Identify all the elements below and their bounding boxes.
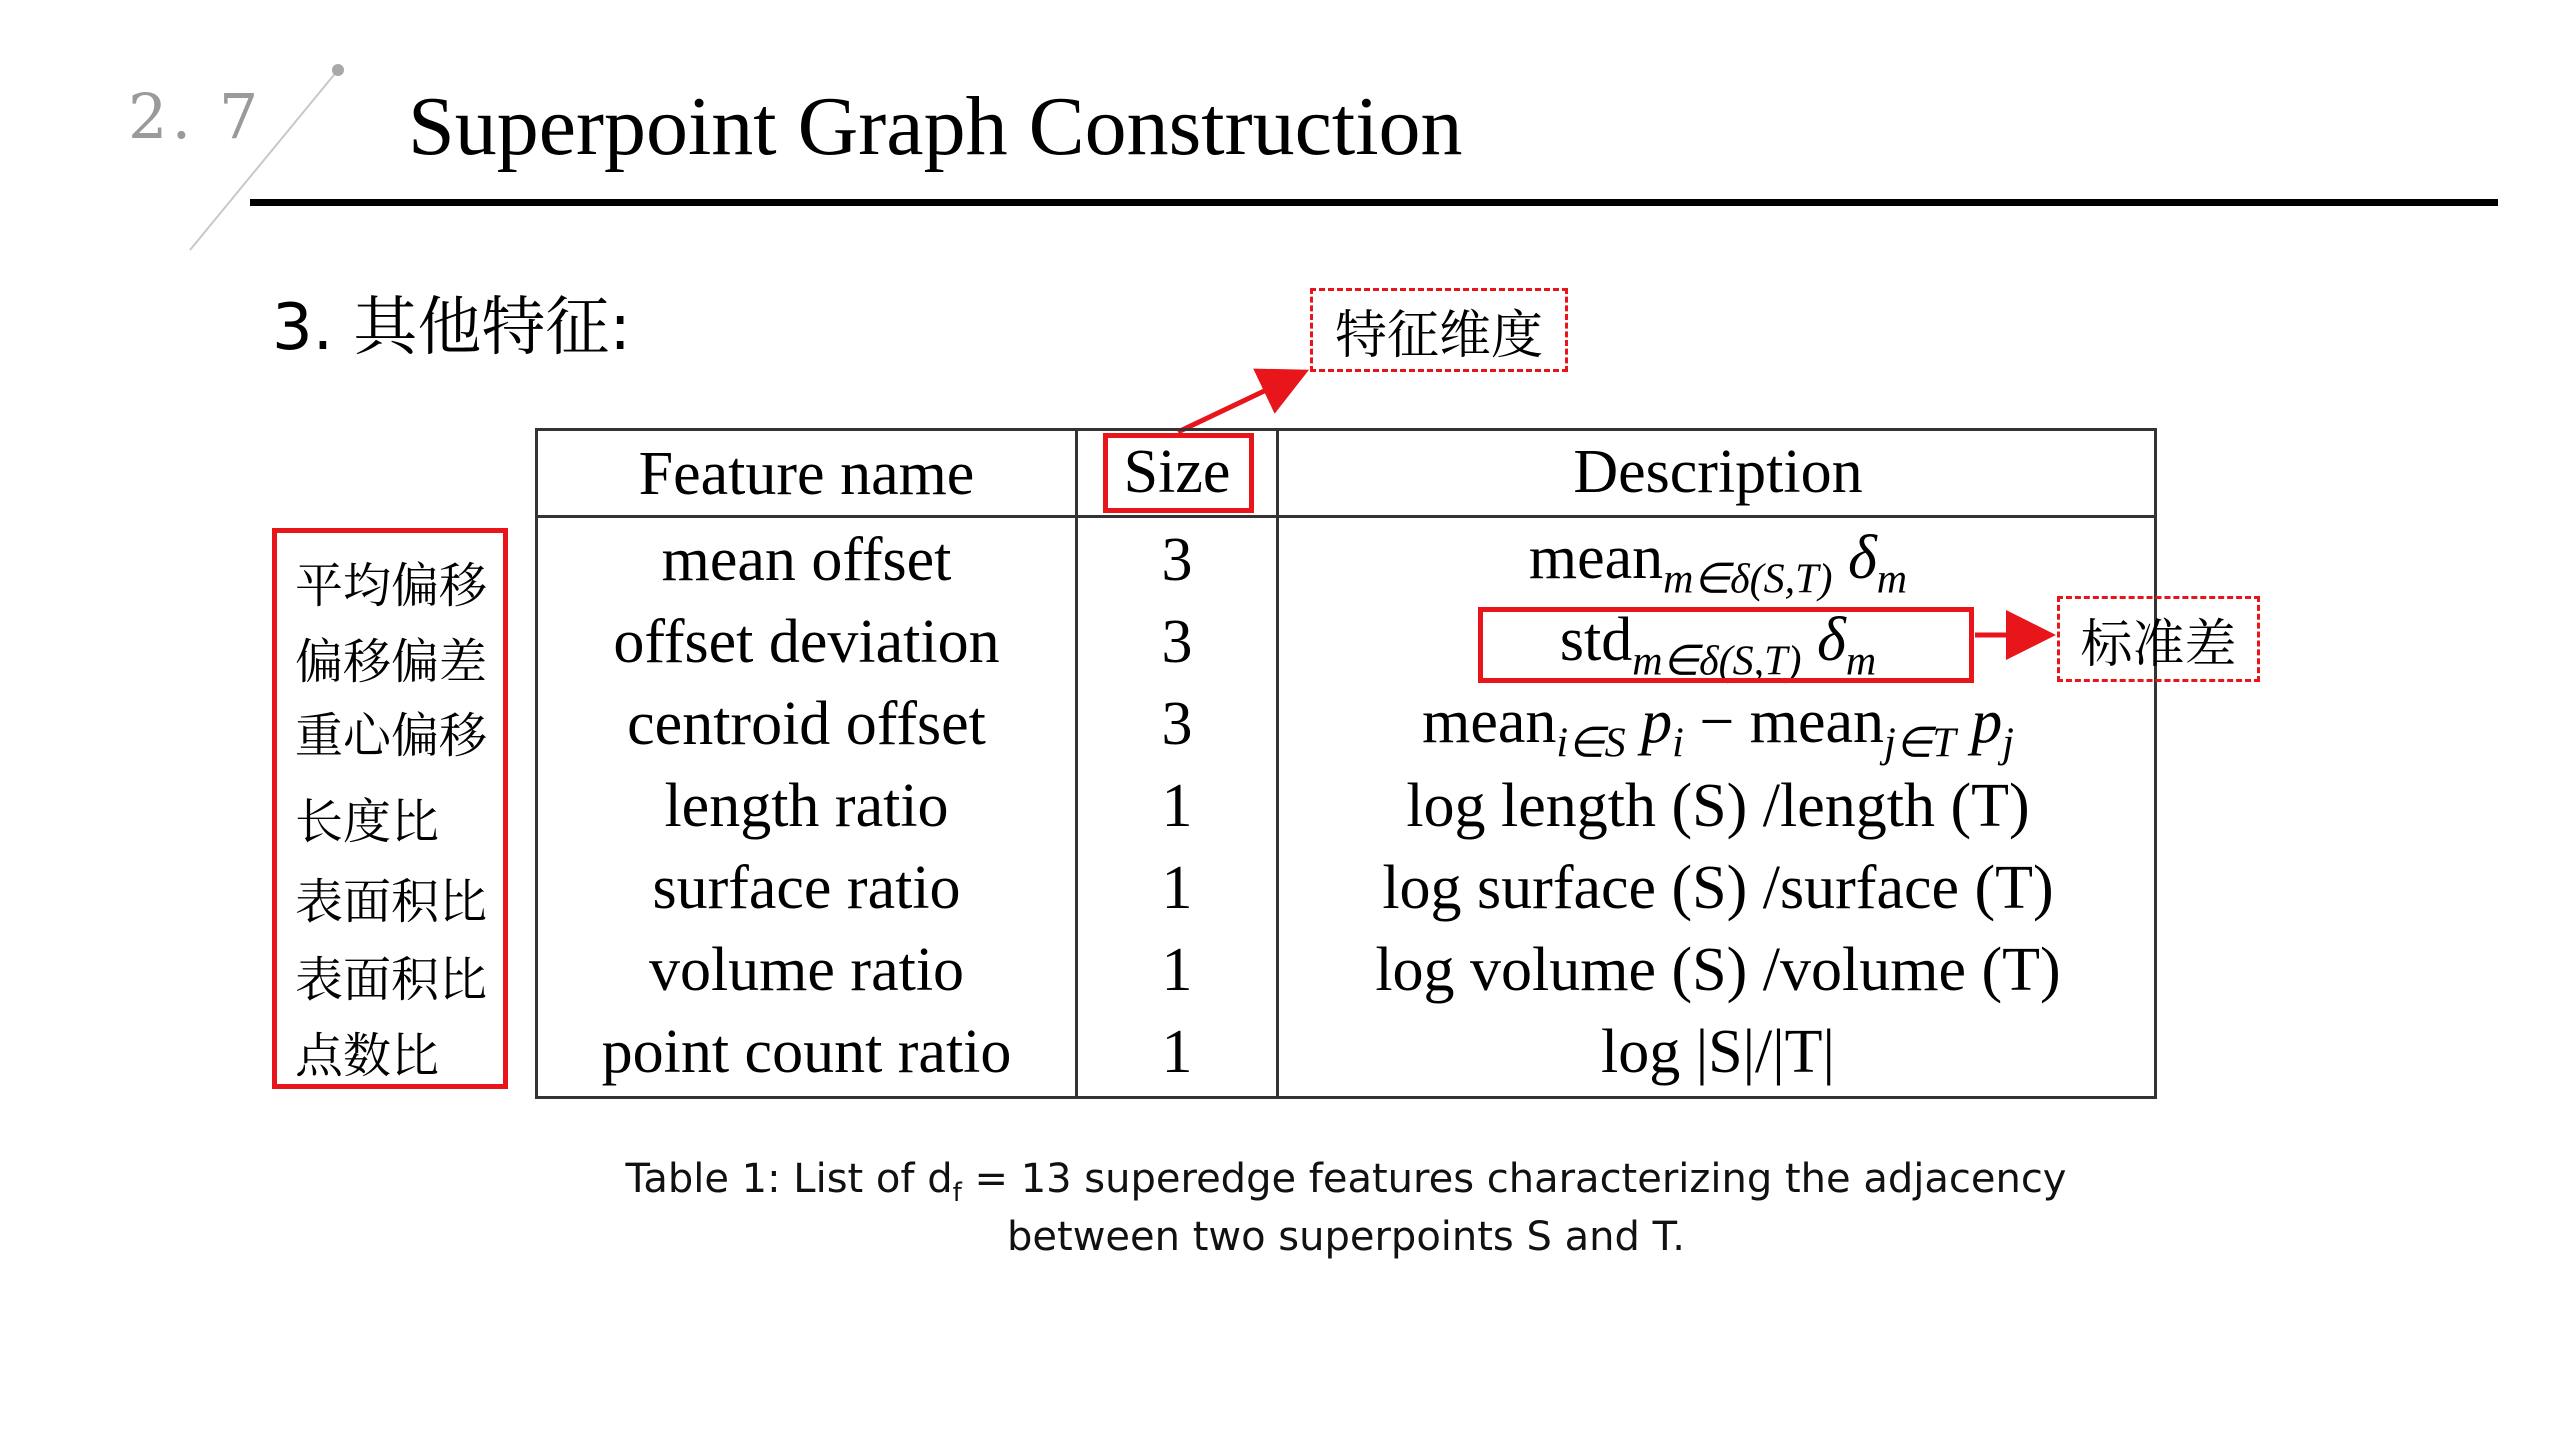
cn-label: 表面积比 [295, 874, 488, 930]
row-description: mean$_{i\in S}$ $p_i$ − mean$_{j\in T}$ $p_j$ [1422, 688, 2014, 767]
slide-title: Superpoint Graph Construction [408, 80, 1463, 173]
row-name: centroid offset [627, 690, 986, 758]
table-caption-line2: between two superpoints S and T. [1007, 1214, 1685, 1260]
row-size: 3 [1161, 690, 1193, 758]
row-name: length ratio [664, 772, 949, 840]
row-size: 1 [1161, 1018, 1193, 1086]
header-feature-name: Feature name [638, 440, 975, 508]
row-description: mean$_{m\in\delta(S,T)}$ $\delta_m$ [1528, 524, 1908, 603]
std-annotation [2057, 596, 2260, 682]
std-highlight-box [1478, 607, 1974, 683]
row-name: volume ratio [648, 936, 965, 1004]
size-highlight-box [1103, 433, 1254, 513]
row-description: std$_{m\in\delta(S,T)}$ $\delta_m$ [1559, 606, 1877, 685]
row-description: log length (S) /length (T) [1406, 772, 2030, 840]
row-size: 1 [1161, 772, 1193, 840]
cn-label: 偏移偏差 [295, 634, 488, 690]
row-description: log surface (S) /surface (T) [1382, 854, 2054, 922]
row-name: surface ratio [652, 854, 961, 922]
table-caption: Table 1: List of $d_f = 13$ superedge features characterizing the adjacency [625, 1156, 2067, 1208]
std-annotation-text: 标准差 [2080, 614, 2237, 675]
cn-label: 平均偏移 [295, 558, 488, 614]
size-arrow [1178, 374, 1300, 432]
row-size: 1 [1161, 936, 1193, 1004]
row-description: log volume (S) /volume (T) [1375, 936, 2061, 1004]
header-size: Size [1123, 438, 1231, 506]
header-description: Description [1573, 438, 1863, 506]
row-size: 3 [1161, 526, 1193, 594]
feature-table [535, 428, 2157, 1099]
cn-label: 长度比 [295, 794, 440, 850]
section-heading: 3. 其他特征: [272, 291, 631, 365]
cn-label: 点数比 [295, 1028, 440, 1084]
size-annotation-text: 特征维度 [1334, 305, 1543, 366]
row-description: log |S|/|T| [1601, 1018, 1835, 1086]
row-name: mean offset [661, 526, 952, 594]
slide-number: 2. 7 [128, 80, 263, 153]
row-size: 3 [1161, 608, 1193, 676]
row-name: offset deviation [613, 608, 1000, 676]
cn-label: 重心偏移 [295, 708, 488, 764]
cn-label: 表面积比 [295, 952, 488, 1008]
row-name: point count ratio [601, 1018, 1012, 1086]
row-size: 1 [1161, 854, 1193, 922]
chinese-labels-box [272, 528, 508, 1089]
